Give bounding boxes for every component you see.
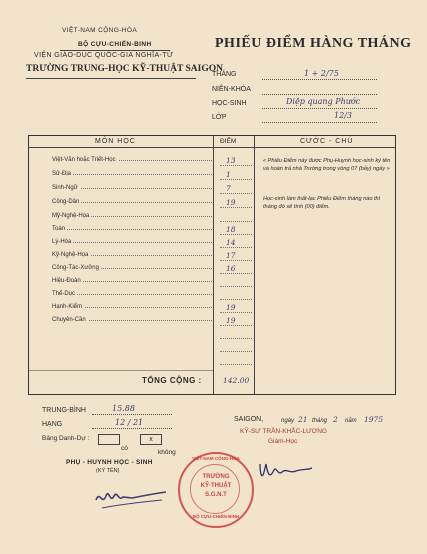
score-value: 1 [226, 170, 231, 179]
score-value: 14 [226, 238, 236, 247]
score-line [220, 364, 252, 365]
signer-title: Giám-Học [268, 438, 298, 445]
signoff-month: 2 [333, 415, 338, 424]
table-row: Công-Tác-Xưởng [52, 265, 212, 271]
country-name: VIỆT-NAM CỘNG-HÒA [62, 27, 138, 34]
col-divider-1 [213, 135, 214, 394]
table-row: Mỹ-Nghệ-Họa [52, 213, 212, 219]
total-label: TỔNG CỘNG : [142, 376, 202, 385]
table-row: Hiệu-Đoàn [52, 278, 212, 284]
score-line [220, 273, 252, 274]
table-row: Thể-Dục [52, 291, 212, 297]
table-row: Công-Dân [52, 199, 212, 205]
score-value: 19 [226, 303, 236, 312]
school-seal [178, 452, 254, 528]
col-divider-2 [254, 135, 255, 394]
seal-ring-bottom: BỘ CỰU-CHIẾN-BINH [192, 514, 240, 519]
honor-no-box: x [140, 434, 162, 445]
note-col-header: CƯỚC - CHÚ [300, 138, 354, 145]
header-rule [60, 50, 170, 51]
score-line [220, 221, 252, 222]
month-line [262, 79, 377, 80]
seal-ring-top: VIỆT-NAM CỘNG-HÒA [192, 456, 240, 461]
rank-value: 12 / 21 [115, 418, 144, 427]
rank-line [92, 428, 172, 429]
parent-signature-sub: (KÝ TÊN) [96, 468, 120, 474]
score-line [220, 193, 252, 194]
subject-col-header: MÔN HỌC [95, 138, 136, 145]
table-row: Sinh-Ngữ [52, 185, 212, 191]
table-row: Toán [52, 226, 212, 232]
honor-yes-box [98, 434, 120, 445]
honor-yes-label: có [121, 445, 128, 452]
average-value: 15.88 [112, 404, 135, 413]
score-line [220, 338, 252, 339]
score-line [220, 286, 252, 287]
school-year-label: NIÊN-KHÓA [212, 86, 251, 93]
score-value: 17 [226, 251, 236, 260]
note-return-policy: « Phiếu Điểm này được Phụ-Huynh học-sinh ký tên và hoàn trả nhà Trường trong vòng 07 (bảy) ngày » [263, 158, 391, 172]
average-label: TRUNG-BÌNH [42, 407, 86, 414]
table-row: Hạnh-Kiểm [52, 304, 212, 310]
table-row: Lý-Hóa [52, 239, 212, 245]
score-value: 19 [226, 198, 236, 207]
honor-roll-label: Bảng Danh-Dự : [42, 435, 90, 442]
signoff-place: SAIGON, [234, 416, 264, 423]
score-value: 19 [226, 316, 236, 325]
class-label: LỚP [212, 114, 227, 121]
signoff-month-label: tháng [312, 418, 328, 424]
total-rule [28, 370, 214, 371]
class-line [262, 122, 377, 123]
rank-label: HẠNG [42, 421, 63, 428]
score-value: 13 [226, 156, 236, 165]
signoff-day: 21 [298, 415, 308, 424]
signoff-year: 1975 [364, 415, 384, 424]
score-col-header: ĐIỂM [220, 138, 237, 145]
school-name: TRƯỜNG TRUNG-HỌC KỸ-THUẬT SAIGON [26, 64, 223, 74]
score-line [220, 351, 252, 352]
score-line [220, 299, 252, 300]
score-value: 16 [226, 264, 236, 273]
average-line [92, 414, 172, 415]
seal-line-1: TRƯỜNG [202, 474, 230, 480]
signer-name: KỸ-SƯ TRẦN-KHẮC-LƯƠNG [240, 428, 327, 435]
score-line [220, 207, 252, 208]
seal-line-3: S.G.N.T [205, 492, 227, 498]
table-header-rule [28, 147, 395, 148]
score-value: 18 [226, 225, 236, 234]
signoff-year-label: năm [345, 418, 357, 424]
score-line [220, 325, 252, 326]
table-row: Việt-Văn hoặc Triết-Học [52, 157, 212, 163]
score-line [220, 312, 252, 313]
ministry-name: BỘ CỰU-CHIẾN-BINH [78, 41, 152, 48]
month-value: 1 + 2/75 [304, 69, 339, 78]
principal-signature [256, 458, 316, 484]
score-line [220, 179, 252, 180]
note-lost-card: Học-sinh làm thất-lạc Phiếu Điểm tháng nào thì tháng đó sẽ tính (00) điểm. [263, 196, 381, 210]
total-value: 142.00 [223, 376, 250, 385]
signoff-day-label: ngày [281, 418, 295, 424]
score-line [220, 260, 252, 261]
parent-signature [92, 482, 172, 512]
table-row: Chuyên-Cần [52, 317, 212, 323]
table-row: Kỹ-Nghệ-Họa [52, 252, 212, 258]
school-underline [26, 78, 196, 79]
parent-signature-label: PHỤ - HUYNH HỌC - SINH [66, 459, 153, 466]
score-line [220, 234, 252, 235]
form-title: PHIẾU ĐIỂM HÀNG THÁNG [215, 36, 412, 51]
honor-no-label: không [158, 449, 176, 456]
seal-line-2: KỸ-THUẬT [200, 483, 232, 489]
class-value: 12/3 [334, 111, 352, 120]
student-line [262, 108, 377, 109]
score-value: 7 [226, 184, 231, 193]
score-line [220, 165, 252, 166]
month-label: THÁNG [212, 71, 237, 78]
student-value: Diệp quang Phước [286, 97, 361, 106]
institute-name: VIỆN GIÁO-DỤC QUỐC-GIA NGHĨA-TỬ [34, 52, 174, 59]
student-label: HỌC-SINH [212, 100, 247, 107]
school-year-line [262, 94, 377, 95]
score-line [220, 247, 252, 248]
table-row: Sử-Địa [52, 171, 212, 177]
